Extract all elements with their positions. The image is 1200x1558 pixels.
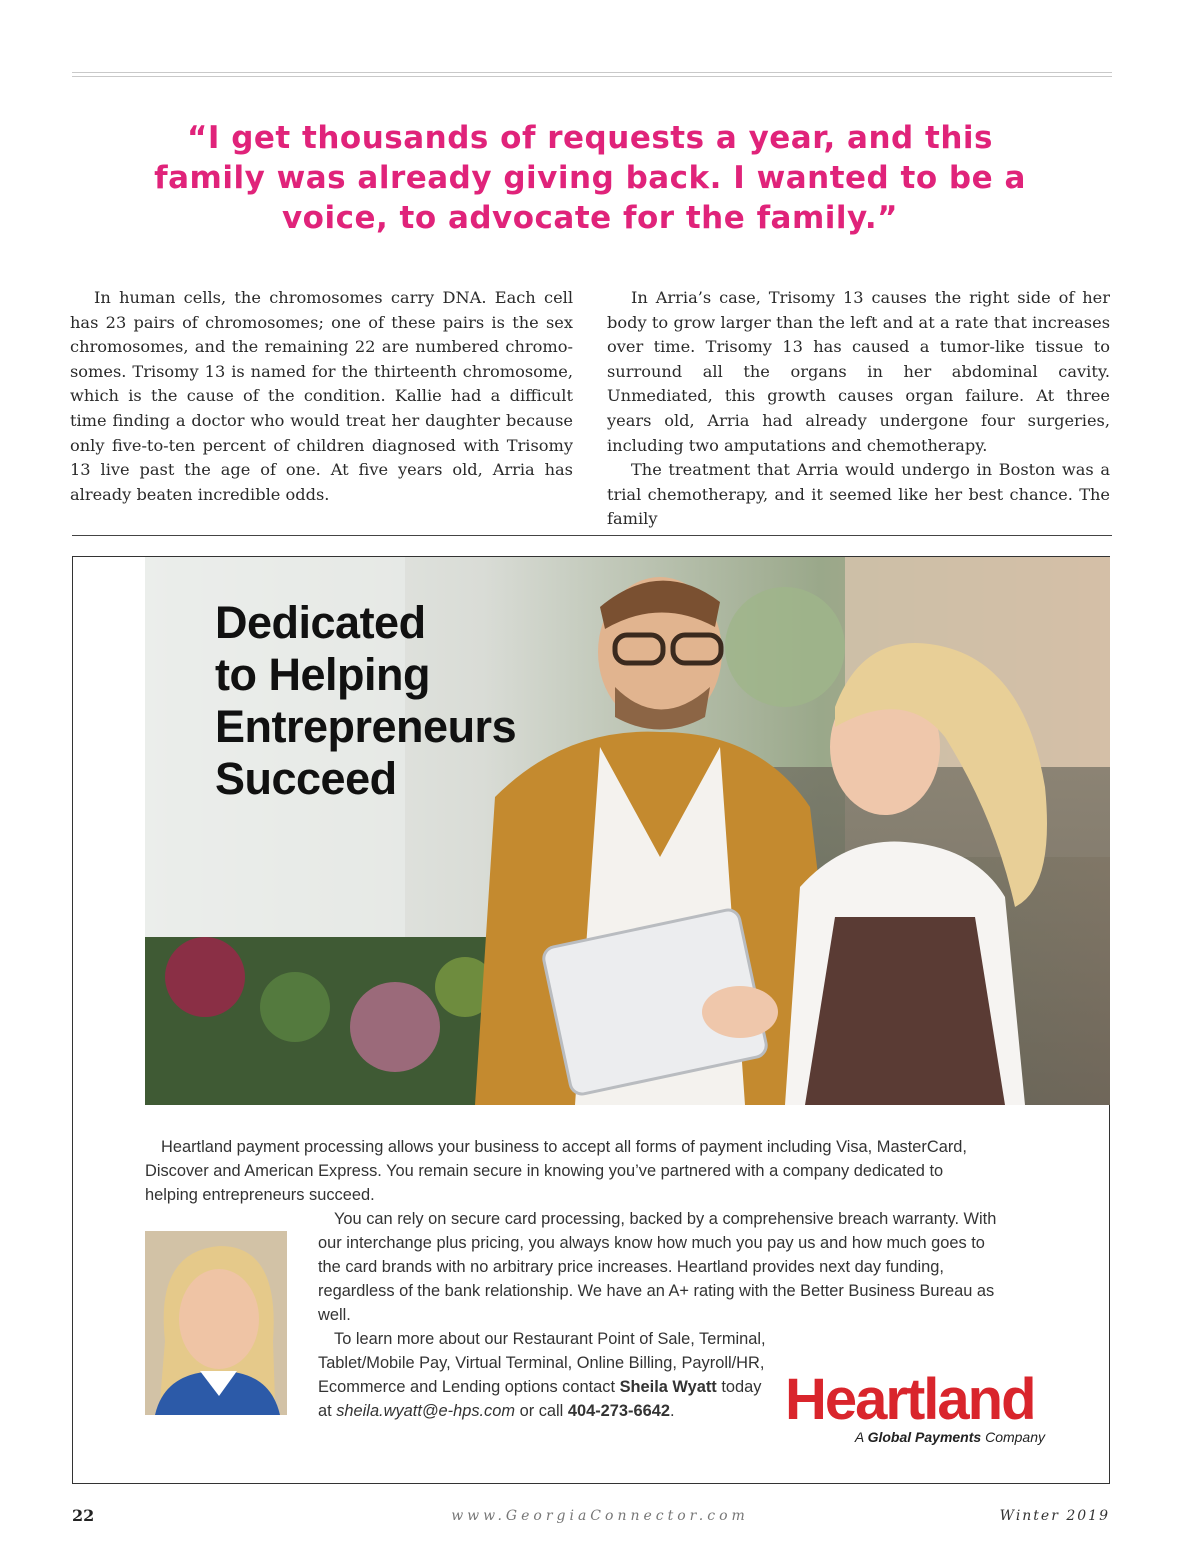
logo-tagline-text: A bbox=[854, 1429, 868, 1445]
logo-tagline-brand: Global Payments bbox=[867, 1429, 982, 1445]
heartland-logo bbox=[785, 1369, 1045, 1445]
logo-wordmark: Heartland bbox=[785, 1367, 1035, 1432]
footer-issue: Winter 2019 bbox=[999, 1508, 1110, 1524]
contact-text: . bbox=[669, 1402, 675, 1420]
footer-website: www.GeorgiaConnector.com bbox=[451, 1508, 749, 1524]
ad-headline-line: to Helping bbox=[215, 649, 430, 700]
headshot-illustration bbox=[145, 1231, 287, 1415]
contact-name: Sheila Wyatt bbox=[619, 1378, 717, 1396]
contact-email: sheila.wyatt@e-hps.com bbox=[336, 1402, 516, 1420]
contact-headshot bbox=[145, 1231, 287, 1415]
ad-headline bbox=[215, 597, 516, 805]
article-column-right bbox=[607, 286, 1110, 532]
logo-tagline-text: Company bbox=[981, 1429, 1045, 1445]
article-paragraph: In Arria’s case, Trisomy 13 causes the right side of her body to grow larger than the left and at a rate that increases over time. Trisomy 13 has caused a tumor-like tissue to surround all the organs in her abdominal cavity. Unmediated, this growth causes organ failure. At three years old, Arria had already undergone four surgeries, including two amputations and chemotherapy. bbox=[607, 288, 1110, 455]
contact-text: today at bbox=[318, 1378, 762, 1420]
article-column-left bbox=[70, 286, 573, 507]
heartland-advertisement bbox=[72, 556, 1110, 1484]
top-rule-secondary bbox=[72, 76, 1112, 77]
pull-quote-line: voice, to advocate for the family.” bbox=[281, 200, 899, 236]
contact-text: or call bbox=[515, 1402, 568, 1420]
pull-quote-line: family was already giving back. I wanted to be a bbox=[154, 160, 1026, 196]
ad-photo bbox=[145, 557, 1110, 1105]
article-paragraph: The treatment that Arria would undergo in Boston was a trial chemotherapy, and it seemed like her best chance. The family bbox=[607, 460, 1110, 529]
page-number: 22 bbox=[72, 1506, 95, 1525]
section-divider bbox=[72, 535, 1112, 536]
ad-paragraph: Heartland payment processing allows your business to accept all forms of payment including Visa, MasterCard, Discover and American Express. You remain secure in knowing you’ve partnered with a company dedicated to helping entrepreneurs succeed. bbox=[145, 1138, 967, 1204]
ad-contact-paragraph bbox=[318, 1327, 778, 1423]
contact-text: To learn more about our Restaurant Point of Sale, Terminal, Tablet/Mobile Pay, Virtual Terminal, Online Billing, Payroll/HR, Ecommerce and Lending options contact bbox=[318, 1330, 766, 1396]
ad-paragraph: You can rely on secure card processing, backed by a comprehensive breach warranty. With our interchange plus pricing, you always know how much you pay us and how much goes to the card brands with no arbitrary price increases. Heartland provides next day funding, regardless of the bank relationship. We have an A+ rating with the Better Business Bureau as well. bbox=[318, 1210, 997, 1324]
pull-quote-line: “I get thousands of requests a year, and this bbox=[187, 120, 993, 156]
contact-phone: 404-273-6642 bbox=[567, 1402, 670, 1420]
pull-quote bbox=[150, 118, 1030, 238]
top-rule bbox=[72, 72, 1112, 73]
ad-headline-line: Succeed bbox=[215, 753, 397, 804]
article-paragraph: In human cells, the chromosomes carry DNA. Each cell has 23 pairs of chromosomes; one of these pairs is the sex chromosomes, and the remaining 22 are numbered chromosomes. Trisomy 13 is named for the thirteenth chromosome, which is the cause of the condition. Kallie had a difficult time finding a doctor who would treat her daughter because only five-to-ten percent of children diagnosed with Trisomy 13 live past the age of one. At five years old, Arria has already beaten incredible odds. bbox=[70, 288, 573, 504]
ad-headline-line: Entrepreneurs bbox=[215, 701, 517, 752]
ad-headline-line: Dedicated bbox=[215, 597, 426, 648]
